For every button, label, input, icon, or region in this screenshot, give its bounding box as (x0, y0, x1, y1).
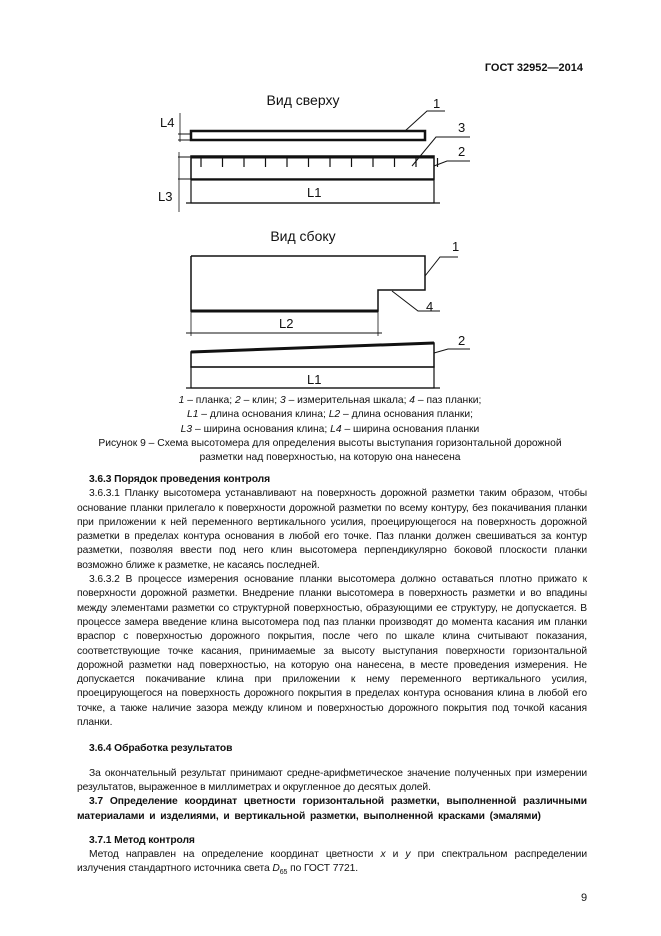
figure-9-diagram (0, 0, 661, 392)
paragraph: 3.6.3.2 В процессе измерения основание планки высотомера должно оставаться плотно прижато к поверхности дорожной разметки. Внедрение планки высотомера в поверхность разметки и во впадины между элементами разметки со структурной поверхностью, образующими ее структуру, не допускается. В процессе замера введение клина высотомера под паз планки производят до момента касания им планки враспор с поверхностью дорожного покрытия, после чего по шкале клина считывают показания, соответствующие точке касания, принимаемые за высоту выступания поверхности горизонтальной дорожной разметки над поверхностью, на которую она нанесена, в месте проведения измерения. Не допускается покачивание клина при приложении к нему переменного вертикального усилия, проецирующегося на поверхность дорожного покрытия в пределах контура основания клина в любой его точке, а также наличие зазора между клином и поверхностью дорожного покрытия под точкой касания планки. (77, 574, 587, 729)
label-1-side: 1 (452, 239, 460, 254)
wedge-top-scale (191, 156, 434, 179)
body-text (77, 473, 587, 905)
label-2-side: 2 (458, 333, 466, 348)
label-L4: L4 (160, 115, 175, 130)
top-view-title: Вид сверху (266, 92, 340, 108)
label-L2: L2 (279, 316, 294, 331)
figure-caption-1: Рисунок 9 – Схема высотомера для определения высоты выступания горизонтальной дорожной (98, 437, 562, 449)
plank-top (191, 131, 425, 140)
section-heading: 3.7 Определение координат цветности горизонтальной разметки, выполненной различными материалами и изделиями, и вертикальной разметки, выполненной красками (эмалями) (77, 796, 587, 822)
label-L1-side: L1 (307, 372, 322, 387)
label-2-top: 2 (458, 144, 466, 159)
figure-legend (60, 394, 600, 465)
section-heading: 3.6.3 Порядок проведения контроля (89, 474, 270, 485)
document-header: ГОСТ 32952—2014 (484, 62, 583, 74)
section-heading: 3.6.4 Обработка результатов (89, 743, 233, 755)
legend-line-3: L3 – ширина основания клина; L4 – ширина основания планки (180, 423, 480, 435)
side-view-title: Вид сбоку (270, 228, 336, 244)
label-1-top: 1 (433, 96, 441, 111)
section-heading: 3.7.1 Метод контроля (89, 834, 195, 846)
label-L1-top: L1 (307, 185, 322, 200)
paragraph: За окончательный результат принимают средне-арифметическое значение полученных при измерении результатов, выраженное в миллиметрах и округленное до десятых долей. (77, 767, 587, 793)
figure-caption-2: разметки над поверхностью, на которую она нанесена (199, 452, 461, 464)
legend-line-2: L1 – длина основания клина; L2 – длина основания планки; (186, 409, 474, 421)
label-4: 4 (426, 299, 434, 314)
plank-side (191, 256, 425, 311)
label-3: 3 (458, 120, 466, 135)
label-L3: L3 (158, 189, 173, 204)
paragraph: Метод направлен на определение координат цветности x и y при спектральном распределении излучения стандартного источника света $D_{65}$ по ГОСТ 7721. (77, 849, 587, 877)
legend-line-1: 1 – планка; 2 – клин; 3 – измерительная шкала; 4 – паз планки; (178, 395, 482, 406)
page-number: 9 (580, 891, 587, 904)
paragraph: 3.6.3.1 Планку высотомера устанавливают на поверхность дорожной разметки таким образом, чтобы основание планки прилегало к поверхности дорожной разметки по всему контуру, без покачивания планки при приложении к ней переменного вертикального усилия, проецирующегося на поверхность дорожной разметки в пределах контура основания в любой его точке. Паз планки должен свешиваться за контур разметки, позволяя ввести под него клин высотомера перпендикулярно боковой плоскости планки возможно ближе к разметке, не касаясь последней. (77, 488, 587, 571)
